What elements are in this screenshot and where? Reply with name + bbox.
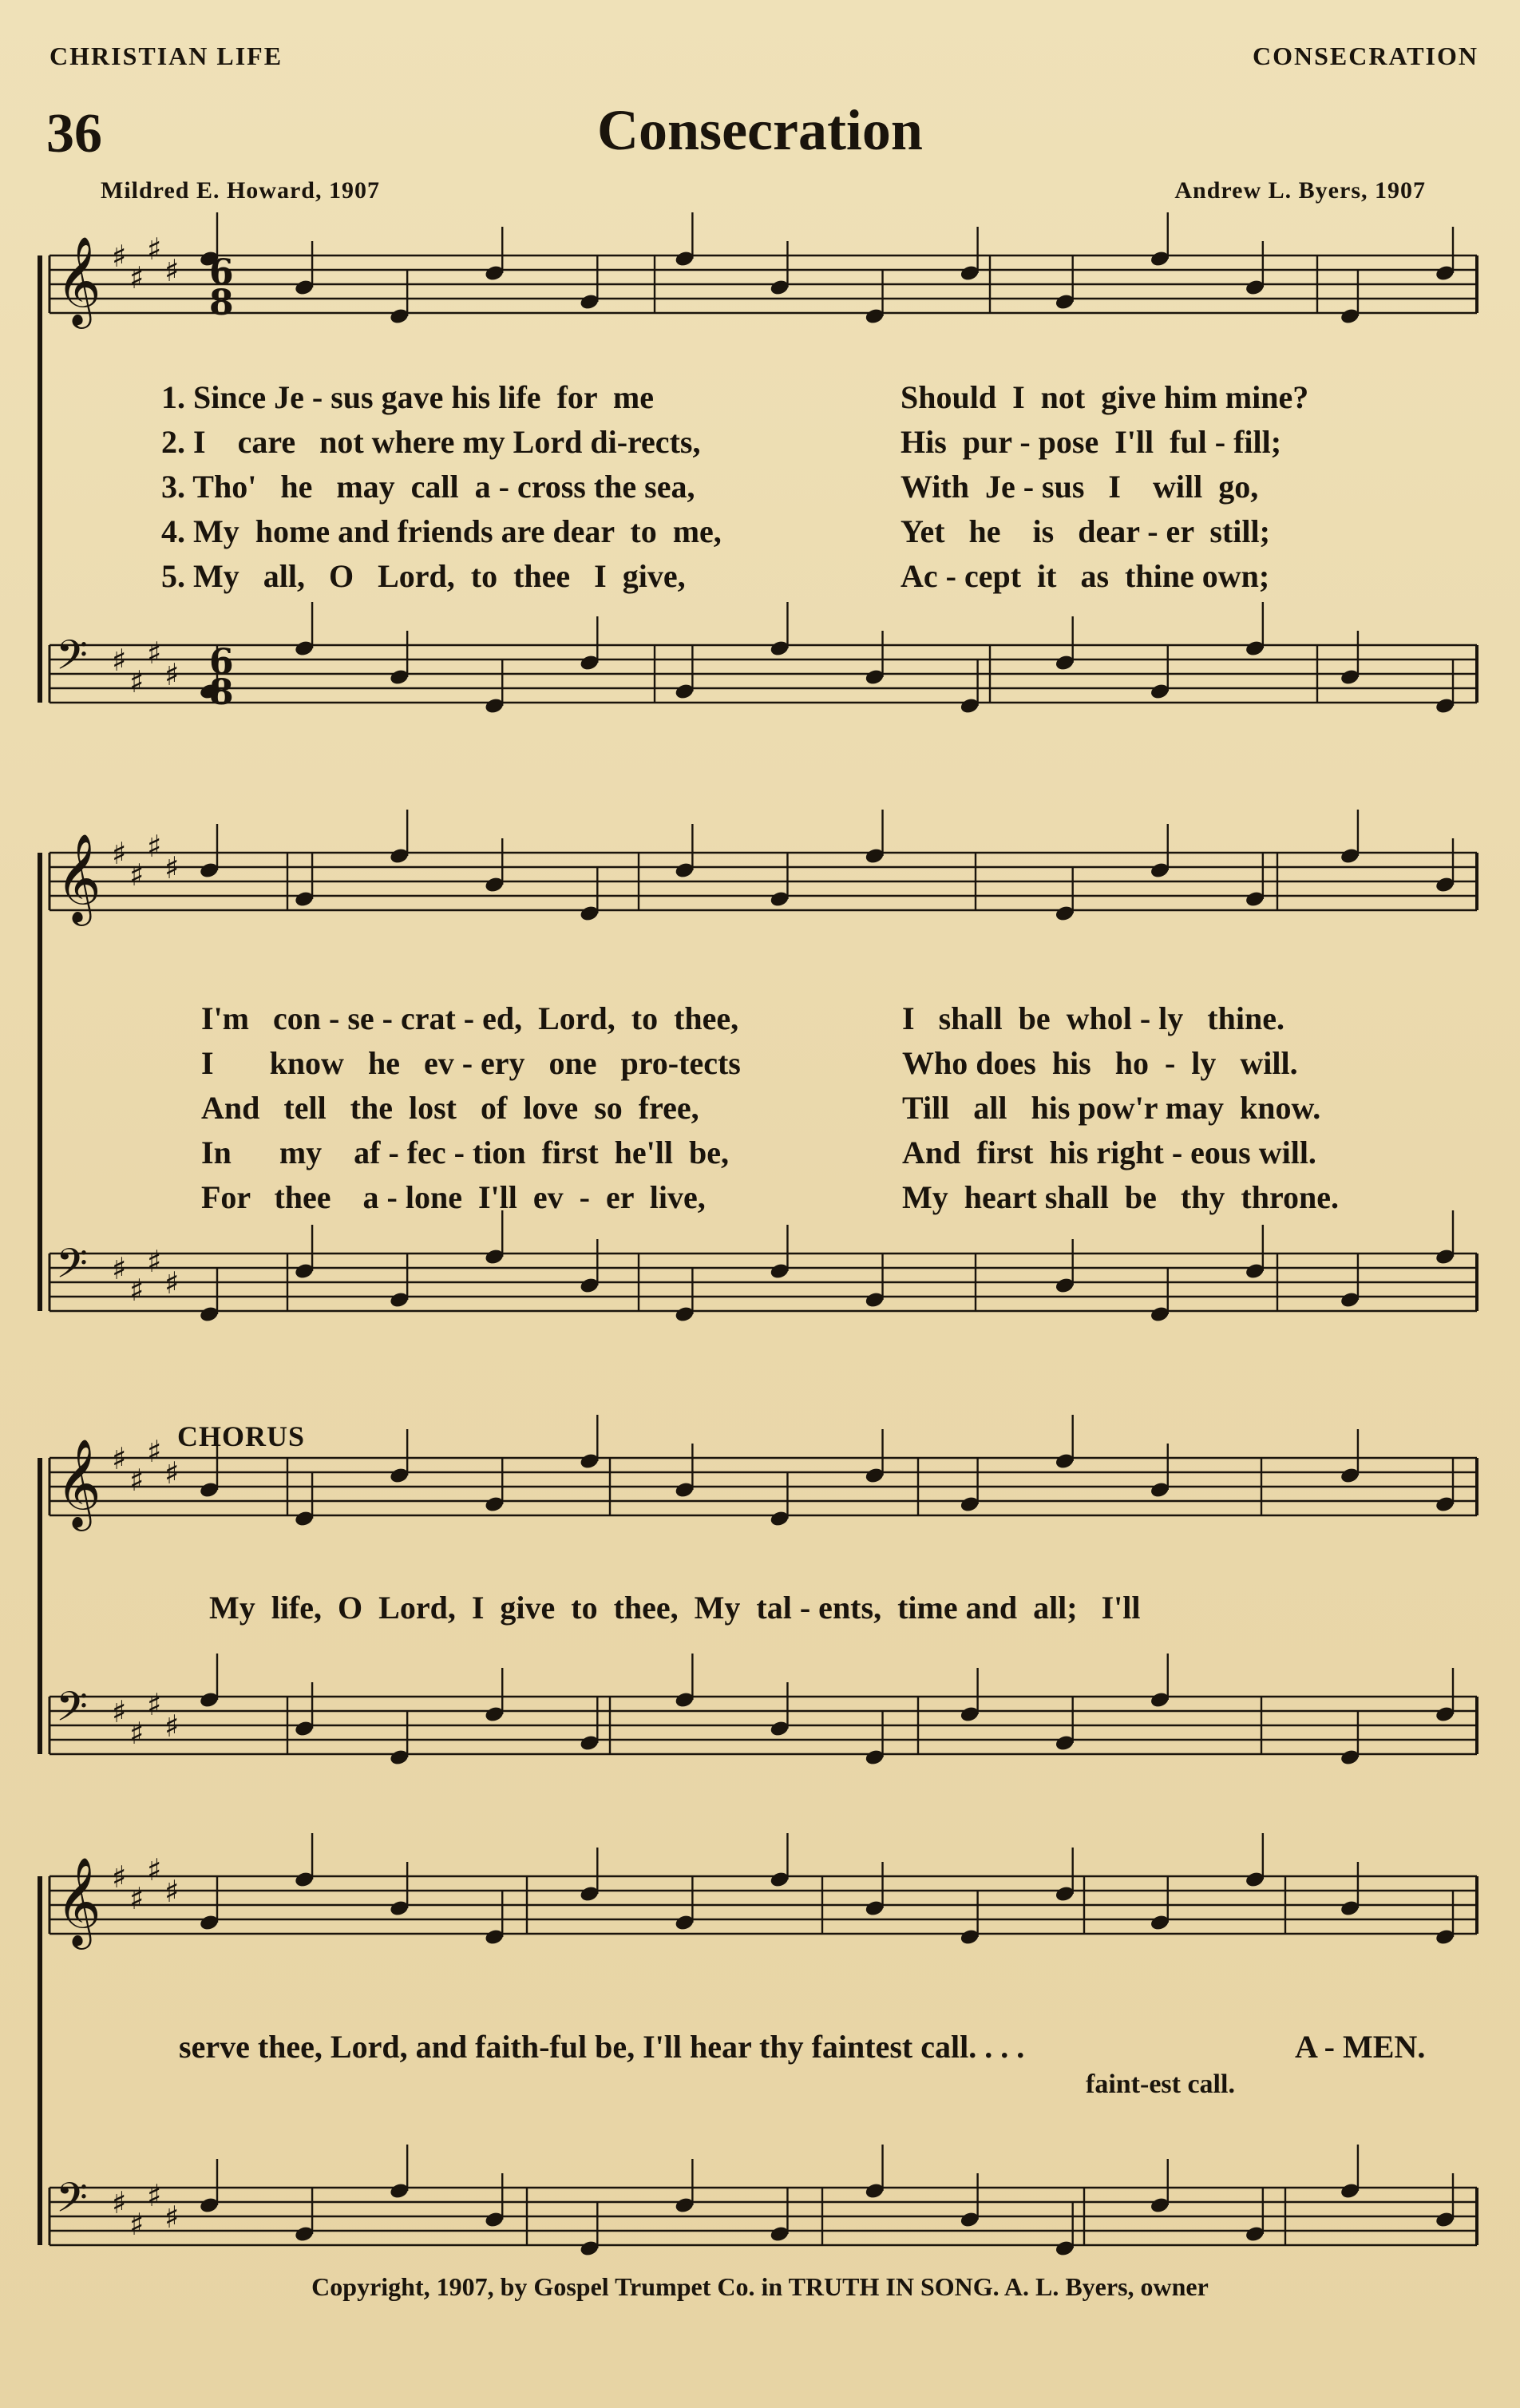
lyric-line: serve thee, Lord, and faith-ful be, I'll hear thy faintest call. . . .	[179, 2029, 1025, 2065]
sharp-icon: ♯	[147, 1244, 162, 1279]
sharp-icon: ♯	[164, 1455, 180, 1491]
sharp-icon: ♯	[129, 857, 144, 893]
lyric-line: I know he ev - ery one pro-tects	[201, 1045, 741, 1081]
sharp-icon: ♯	[112, 1859, 127, 1895]
time-signature-bottom: 8	[209, 283, 234, 323]
sharp-icon: ♯	[129, 1273, 144, 1308]
sharp-icon: ♯	[147, 1434, 162, 1469]
lyric-line: Who does his ho - ly will.	[902, 1045, 1298, 1081]
sharp-icon: ♯	[164, 1709, 180, 1744]
treble-clef-icon: 𝄞	[56, 1856, 101, 1946]
time-signature-bottom: 8	[209, 672, 234, 713]
alt-lyric: faint-est call.	[1086, 2069, 1235, 2099]
lyric-line: And tell the lost of love so free,	[201, 1090, 699, 1126]
lyric-line: Till all his pow'r may know.	[902, 1090, 1321, 1126]
sharp-icon: ♯	[129, 260, 144, 295]
lyric-line: 2. I care not where my Lord di-rects,	[161, 424, 701, 460]
sharp-icon: ♯	[147, 2178, 162, 2213]
lyric-line: 1. Since Je - sus gave his life for me	[161, 379, 654, 415]
lyric-line: My heart shall be thy throne.	[902, 1179, 1340, 1215]
lyric-line: 5. My all, O Lord, to thee I give,	[161, 558, 686, 594]
lyric-line: I'm con - se - crat - ed, Lord, to thee,	[201, 1000, 739, 1036]
copyright-notice: Copyright, 1907, by Gospel Trumpet Co. in TRUTH IN SONG. A. L. Byers, owner	[311, 2272, 1209, 2301]
bass-clef-icon: 𝄢	[56, 1239, 88, 1297]
lyric-line: For thee a - lone I'll ev - er live,	[201, 1179, 706, 1215]
time-signature-top: 6	[209, 642, 234, 683]
sharp-icon: ♯	[164, 657, 180, 692]
sharp-icon: ♯	[164, 850, 180, 885]
lyric-line: Ac - cept it as thine own;	[901, 558, 1270, 594]
sharp-icon: ♯	[147, 1687, 162, 1722]
lyric-line: Should I not give him mine?	[901, 379, 1309, 415]
sharp-icon: ♯	[112, 836, 127, 871]
lyric-line: With Je - sus I will go,	[901, 469, 1259, 505]
hymn-title: Consecration	[597, 98, 923, 162]
sharp-icon: ♯	[129, 664, 144, 699]
sharp-icon: ♯	[147, 232, 162, 267]
sharp-icon: ♯	[164, 1265, 180, 1301]
bass-clef-icon: 𝄢	[56, 2173, 88, 2232]
sharp-icon: ♯	[164, 253, 180, 288]
amen-text: A - MEN.	[1295, 2029, 1426, 2065]
sharp-icon: ♯	[129, 1463, 144, 1498]
hymn-number: 36	[46, 103, 102, 164]
sharp-icon: ♯	[129, 1881, 144, 1916]
section-header-left: CHRISTIAN LIFE	[49, 42, 283, 70]
sharp-icon: ♯	[164, 1874, 180, 1909]
bass-clef-icon: 𝄢	[56, 1682, 88, 1741]
bass-clef-icon: 𝄢	[56, 631, 88, 689]
sharp-icon: ♯	[164, 2200, 180, 2235]
time-signature-top: 6	[209, 252, 234, 293]
lyric-line: I shall be whol - ly thine.	[902, 1000, 1284, 1036]
sharp-icon: ♯	[147, 636, 162, 671]
lyricist-credit: Mildred E. Howard, 1907	[101, 177, 380, 204]
sharp-icon: ♯	[129, 1716, 144, 1751]
sharp-icon: ♯	[112, 1441, 127, 1476]
sharp-icon: ♯	[112, 239, 127, 274]
sharp-icon: ♯	[112, 2185, 127, 2220]
section-header-right: CONSECRATION	[1253, 42, 1478, 70]
sharp-icon: ♯	[129, 2207, 144, 2242]
chorus-label: CHORUS	[177, 1420, 306, 1452]
lyric-line: 3. Tho' he may call a - cross the sea,	[161, 469, 695, 505]
treble-clef-icon: 𝄞	[56, 833, 101, 922]
sharp-icon: ♯	[112, 1694, 127, 1729]
sharp-icon: ♯	[147, 1852, 162, 1887]
lyric-line: Yet he is dear - er still;	[901, 513, 1270, 549]
composer-credit: Andrew L. Byers, 1907	[1174, 177, 1426, 204]
lyric-line: In my af - fec - tion first he'll be,	[201, 1135, 730, 1170]
sharp-icon: ♯	[112, 1251, 127, 1286]
treble-clef-icon: 𝄞	[56, 236, 101, 325]
lyric-line: 4. My home and friends are dear to me,	[161, 513, 722, 549]
lyric-line: His pur - pose I'll ful - fill;	[901, 424, 1282, 460]
lyric-line: My life, O Lord, I give to thee, My tal - ents, time and all; I'll	[209, 1590, 1141, 1626]
sharp-icon: ♯	[147, 829, 162, 864]
lyric-line: And first his right - eous will.	[902, 1135, 1316, 1170]
sharp-icon: ♯	[112, 643, 127, 678]
treble-clef-icon: 𝄞	[56, 1438, 101, 1527]
